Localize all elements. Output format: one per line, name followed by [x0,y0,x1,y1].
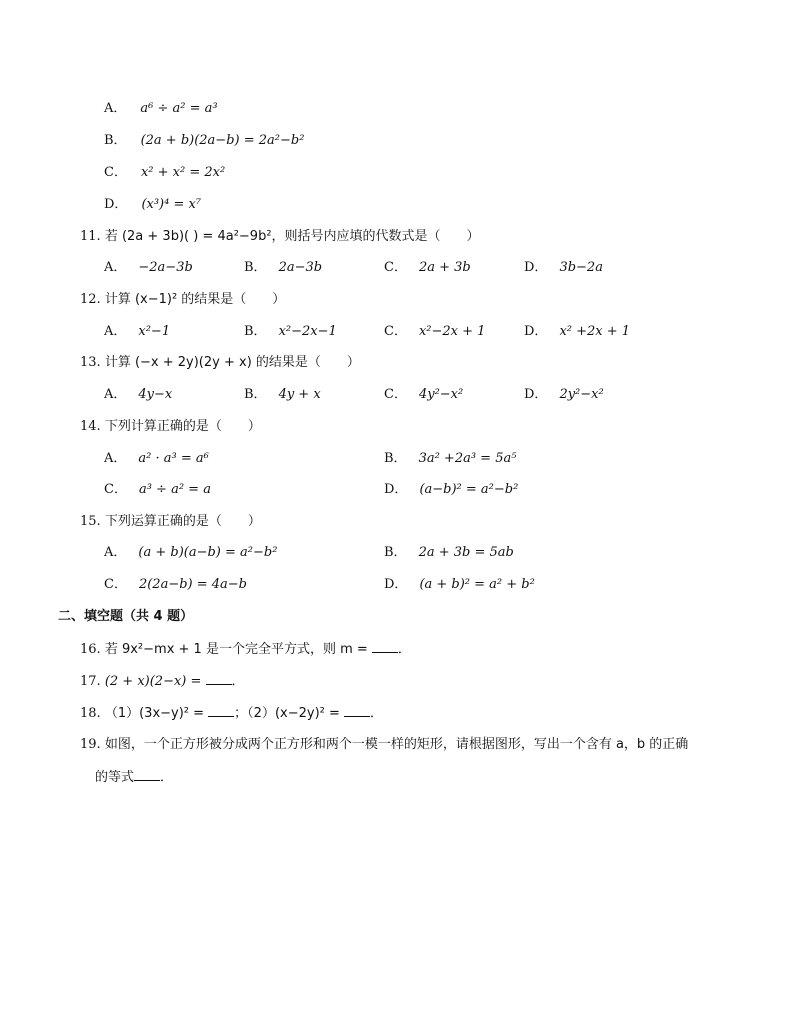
q15-option-d: D． (a + b)² = a² + b² [384,577,535,592]
q10-option-a: A． a⁶ ÷ a² = a³ [104,101,218,116]
q19-line1: 19. 如图，一个正方形被分成两个正方形和两个一模一样的矩形，请根据图形，写出一个含有 a，b 的正确 [80,737,689,752]
q13-stem: 13. 计算 (−x + 2y)(2y + x) 的结果是（ ） [80,355,360,370]
q18-answer-blank-2 [344,704,370,717]
q18-answer-blank-1 [208,704,234,717]
q11-option-c: C． 2a + 3b [384,260,471,275]
q13-option-b: B． 4y + x [244,387,321,402]
q15-option-b: B． 2a + 3b = 5ab [384,545,514,560]
q12-option-d: D． x² +2x + 1 [524,324,631,339]
q15-option-a: A． (a + b)(a−b) = a²−b² [104,545,278,560]
q10-option-d: D． (x³)⁴ = x⁷ [104,197,202,212]
q15-option-c: C． 2(2a−b) = 4a−b [104,577,247,592]
q11-option-d: D． 3b−2a [524,260,603,275]
q19-line2: 的等式 ． [95,770,174,785]
q12-option-c: C． x²−2x + 1 [384,324,486,339]
q18: 18. （1）(3x−y)² = ；（2）(x−2y)² = ． [80,706,384,721]
section-heading: 二、填空题（共 4 题） [58,609,194,624]
q19-answer-blank [134,768,160,781]
q13-option-c: C． 4y²−x² [384,387,464,402]
q10-option-c: C． x² + x² = 2x² [104,165,226,180]
q12-option-a: A． x²−1 [104,324,171,339]
q10-option-b: B． (2a + b)(2a−b) = 2a²−b² [104,133,305,148]
q14-option-a: A． a² · a³ = a⁶ [104,451,209,466]
q15-stem: 15. 下列运算正确的是（ ） [80,514,261,529]
q13-option-d: D． 2y²−x² [524,387,604,402]
q11-stem: 11. 若 (2a + 3b)( ) = 4a²−9b²，则括号内应填的代数式是（ ） [80,229,480,244]
q11-option-b: B． 2a−3b [244,260,323,275]
q14-option-d: D． (a−b)² = a²−b² [384,482,519,497]
q14-stem: 14. 下列计算正确的是（ ） [80,419,261,434]
q11-option-a: A． −2a−3b [104,260,193,275]
q12-stem: 12. 计算 (x−1)² 的结果是（ ） [80,292,286,307]
q16: 16. 若 9x²−mx + 1 是一个完全平方式，则 m = ． [80,642,411,657]
q14-option-c: C． a³ ÷ a² = a [104,482,211,497]
q17: 17. (2 + x)(2−x) = ． [80,674,245,689]
q16-answer-blank [372,640,398,653]
q14-option-b: B． 3a² +2a³ = 5a⁵ [384,451,517,466]
q17-answer-blank [206,672,232,685]
q12-option-b: B． x²−2x−1 [244,324,337,339]
q13-option-a: A． 4y−x [104,387,173,402]
